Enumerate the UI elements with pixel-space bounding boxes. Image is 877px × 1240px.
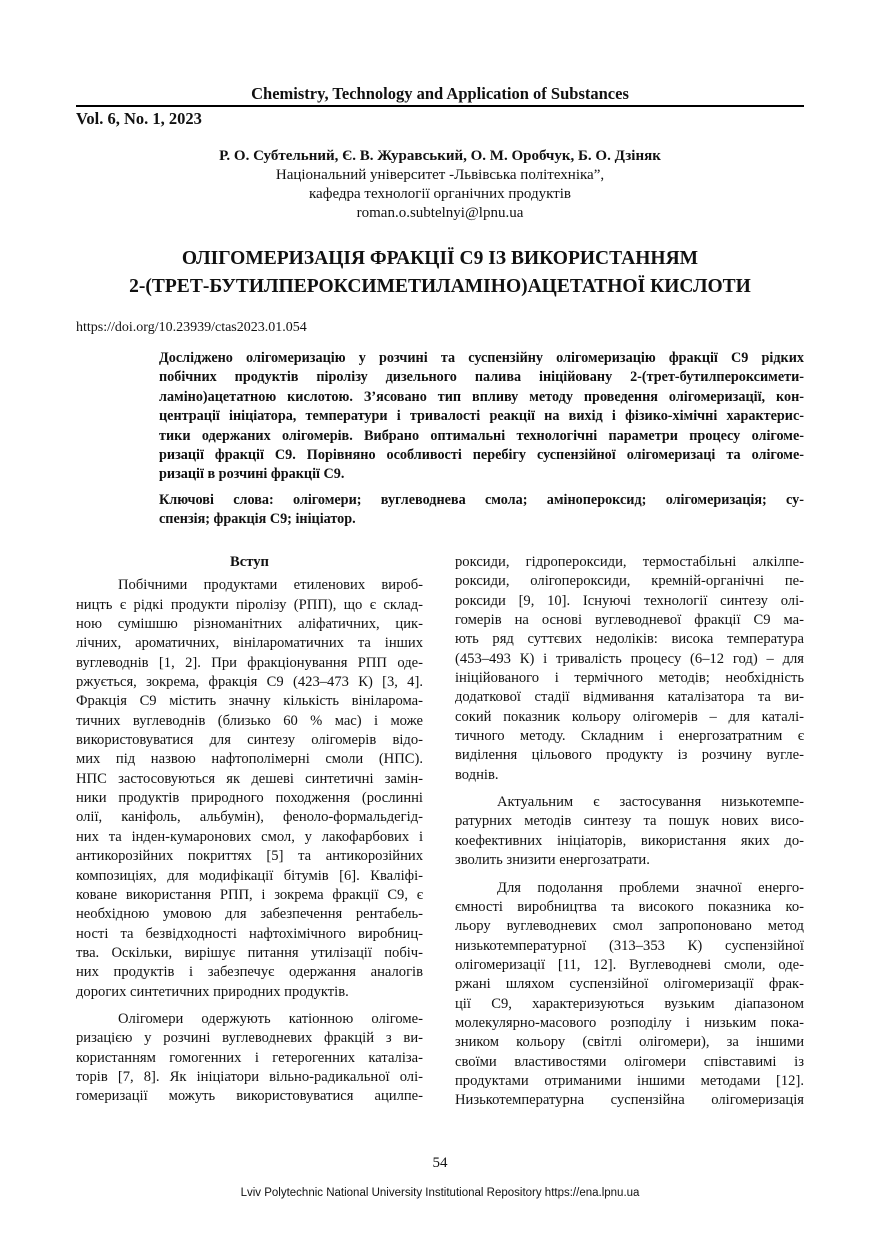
page-number: 54	[432, 1155, 448, 1171]
body-text-line: них продуктів і забезпечує одержання аналогів	[76, 964, 423, 981]
body-text-line: ною сумішшю різноманітних аліфатичних, цик-	[76, 616, 423, 633]
body-text-line: Олігомери одержують катіонною олігоме-	[118, 1010, 423, 1027]
body-text-line: Фракція С9 містить значну кількість вініларома-	[76, 693, 423, 710]
body-text-line: Побічними продуктами етиленових вироб-	[118, 577, 423, 594]
left-column	[76, 553, 423, 1107]
keywords-line: Ключові слова: олігомери; вуглеводнева смола; амінопероксид; олігомеризація; су-	[159, 492, 804, 508]
body-text-line: необхідною умовою для забезпечення рентабель-	[76, 906, 423, 923]
abstract-line: ризації фракції С9. Порівняно особливості перебігу суспензійної олігомеризаці та олігоме-	[159, 447, 804, 464]
authors: Р. О. Субтельний, Є. В. Журавський, О. М. Оробчук, Б. О. Дзіняк	[219, 148, 661, 164]
repository-footer[interactable]: Lviv Polytechnic National University Institutional Repository https://ena.lpnu.ua	[240, 1187, 640, 1199]
doi-link[interactable]: https://doi.org/10.23939/ctas2023.01.054	[76, 320, 307, 335]
body-text-line: композиціях, для модифікації бітумів [6]. Кваліфі-	[76, 867, 423, 884]
journal-title: Chemistry, Technology and Application of Substances	[251, 84, 629, 103]
body-text-line: них та інден-кумаронових смол, у лакофарбових і	[76, 828, 423, 845]
body-text-line: коефективних ініціаторів, використання яких до-	[455, 832, 804, 849]
abstract-line: тики одержаних олігомерів. Вибрано оптимальні технологічні параметри процесу олігоме-	[159, 427, 804, 444]
body-text-line: олії, каніфоль, альбумін), феноло-формальдегід-	[76, 809, 423, 826]
body-text-line: зволить знизити енергозатрати.	[455, 852, 650, 869]
body-text-line: ратурних методів синтезу та пошук нових висо-	[455, 813, 804, 830]
abstract-line: побічних продуктів піролізу дизельного палива ініційовану 2-(трет-бутилпероксимети-	[159, 369, 804, 386]
body-text-line: ризацією у розчині вуглеводневих фракцій з ви-	[76, 1030, 423, 1047]
body-text-line: виділення цільового продукту із розчину вугле-	[455, 747, 804, 764]
section-title: Вступ	[230, 554, 269, 570]
abstract-line: центрації ініціатора, температури і тривалості реакції на вихід і фізико-хімічні характерис-	[159, 408, 804, 425]
abstract	[159, 349, 804, 485]
body-text-line: Низькотемпературна суспензійна олігомеризація	[455, 1092, 804, 1109]
keywords-line: спензія; фракція С9; ініціатор.	[159, 511, 356, 528]
body-text-line: роксиди, олігопероксиди, кремній-органічні пе-	[455, 573, 804, 590]
body-text-line: вуглеводнів [1, 2]. При фракціонування РПП оде-	[76, 654, 423, 671]
abstract-line: ризації в розчині фракції С9.	[159, 466, 345, 483]
paper-title-line: ОЛІГОМЕРИЗАЦІЯ ФРАКЦІЇ С9 ІЗ ВИКОРИСТАННЯМ	[181, 248, 699, 269]
body-text-line: ють ряд суттєвих недоліків: висока температура	[455, 631, 804, 648]
body-text-line: користанням гомогенних і гетерогенних каталіза-	[76, 1049, 423, 1066]
volume-info: Vol. 6, No. 1, 2023	[76, 109, 202, 128]
body-text-line: ності та безвідходності нафтохімічного виробниц-	[76, 925, 423, 942]
body-text-line: лічних, ароматичних, вініларoматичних та інших	[76, 635, 423, 652]
body-text-line: ції С9, характеризуються вузьким діапазоном	[455, 995, 804, 1012]
left-column-body	[76, 576, 423, 1106]
body-text-line: додаткової стадії відмивання каталізатора та ви-	[455, 689, 804, 706]
body-text-line: ржується, зокрема, фракція С9 (423–473 К) [3, 4].	[76, 674, 423, 691]
paper-title-line: 2-(ТРЕТ-БУТИЛПЕРОКСИМЕТИЛАМІНО)АЦЕТАТНОЇ КИСЛОТИ	[129, 276, 751, 297]
body-text-line: сокий показник кольору олігомерів – для каталі-	[455, 708, 804, 725]
body-text-line: низькотемпературної (313–353 К) суспензійної	[455, 937, 804, 954]
body-text-line: своїми властивостями олігомери співставимі із	[455, 1053, 804, 1070]
body-text-line: ники продуктів природного походження (рослинні	[76, 790, 423, 807]
body-text-line: використовуватися для синтезу олігомерів відо-	[76, 732, 423, 749]
body-text-line: воднів.	[455, 766, 499, 783]
abstract-line: Досліджено олігомеризацію у розчині та суспензійну олігомеризацію фракції С9 рідких	[159, 350, 804, 366]
body-text-line: зником кольору (світлі олігомери), за іншими	[455, 1034, 804, 1051]
paragraph-gap	[76, 1002, 423, 1010]
paragraph-gap	[455, 871, 804, 879]
header-rule	[76, 105, 804, 107]
body-text-line: роксиди, гідропероксиди, термостабільні алкілпе-	[455, 554, 804, 570]
keywords	[159, 491, 804, 530]
body-text-line: ницть є рідкі продукти піролізу (РПП), що є склад-	[76, 596, 423, 613]
body-text-line: ржані шляхом суспензійної олігомеризації фрак-	[455, 976, 804, 993]
body-text-line: антикорозійних покриттях [5] та антикорозійних	[76, 848, 423, 865]
body-text-line: дорогих синтетичних природних продуктів.	[76, 983, 349, 1000]
body-text-line: продуктами отриманими іншими методами [12].	[455, 1072, 804, 1089]
paper-title	[76, 245, 804, 301]
body-text-line: роксиди [9, 10]. Існуючі технології синтезу олі-	[455, 592, 804, 609]
body-text-line: коване використання РПП, і зокрема фракції С9, є	[76, 886, 423, 903]
abstract-line: ламіно)ацетатною кислотою. З’ясовано тип впливу методу проведення олігомеризації, кон-	[159, 388, 804, 405]
right-column	[455, 553, 804, 1111]
body-text-line: тва. Оскільки, вирішує питання утилізації побіч-	[76, 944, 423, 961]
body-text-line: (453–493 К) і тривалість процесу (6–12 год) – для	[455, 650, 804, 667]
body-text-line: НПС застосовуються як дешеві синтетичні замін-	[76, 770, 423, 787]
body-text-line: торів [7, 8]. Як ініціатори вільно-радикальної олі-	[76, 1068, 423, 1085]
body-text-line: Для подолання проблеми значної енерго-	[497, 879, 804, 896]
body-text-line: тичних вуглеводнів (близько 60 % мас) і може	[76, 712, 423, 729]
body-text-line: гомерів на основі вуглеводневої фракції С9 ма-	[455, 612, 804, 629]
body-text-line: ємності виробництва та високого показника ко-	[455, 898, 804, 915]
body-text-line: олігомеризації [11, 12]. Вуглеводневі смоли, оде-	[455, 956, 804, 973]
body-text-line: гомеризації можуть використовуватися ацилпе-	[76, 1088, 423, 1105]
body-text-line: ініційованого і термічного методів; необхідність	[455, 670, 804, 687]
body-text-line: льору вуглеводневих смол запропоновано метод	[455, 918, 804, 935]
paragraph-gap	[455, 785, 804, 793]
affiliation-department: кафедра технології органічних продуктів	[309, 186, 571, 202]
right-column-body	[455, 553, 804, 1111]
body-text-line: мих під назвою нафтополімерні смоли (НПС).	[76, 751, 423, 768]
author-email[interactable]: roman.o.subtelnyi@lpnu.ua	[356, 205, 524, 221]
body-text-line: тичного методу. Складним і енергозатратним є	[455, 728, 804, 745]
body-text-line: молекулярно-масового розподілу і низьким пока-	[455, 1014, 804, 1031]
affiliation-university: Національний університет ‑Львівська політехніка”,	[275, 167, 605, 183]
body-text-line: Актуальним є застосування низькотемпе-	[497, 794, 804, 811]
